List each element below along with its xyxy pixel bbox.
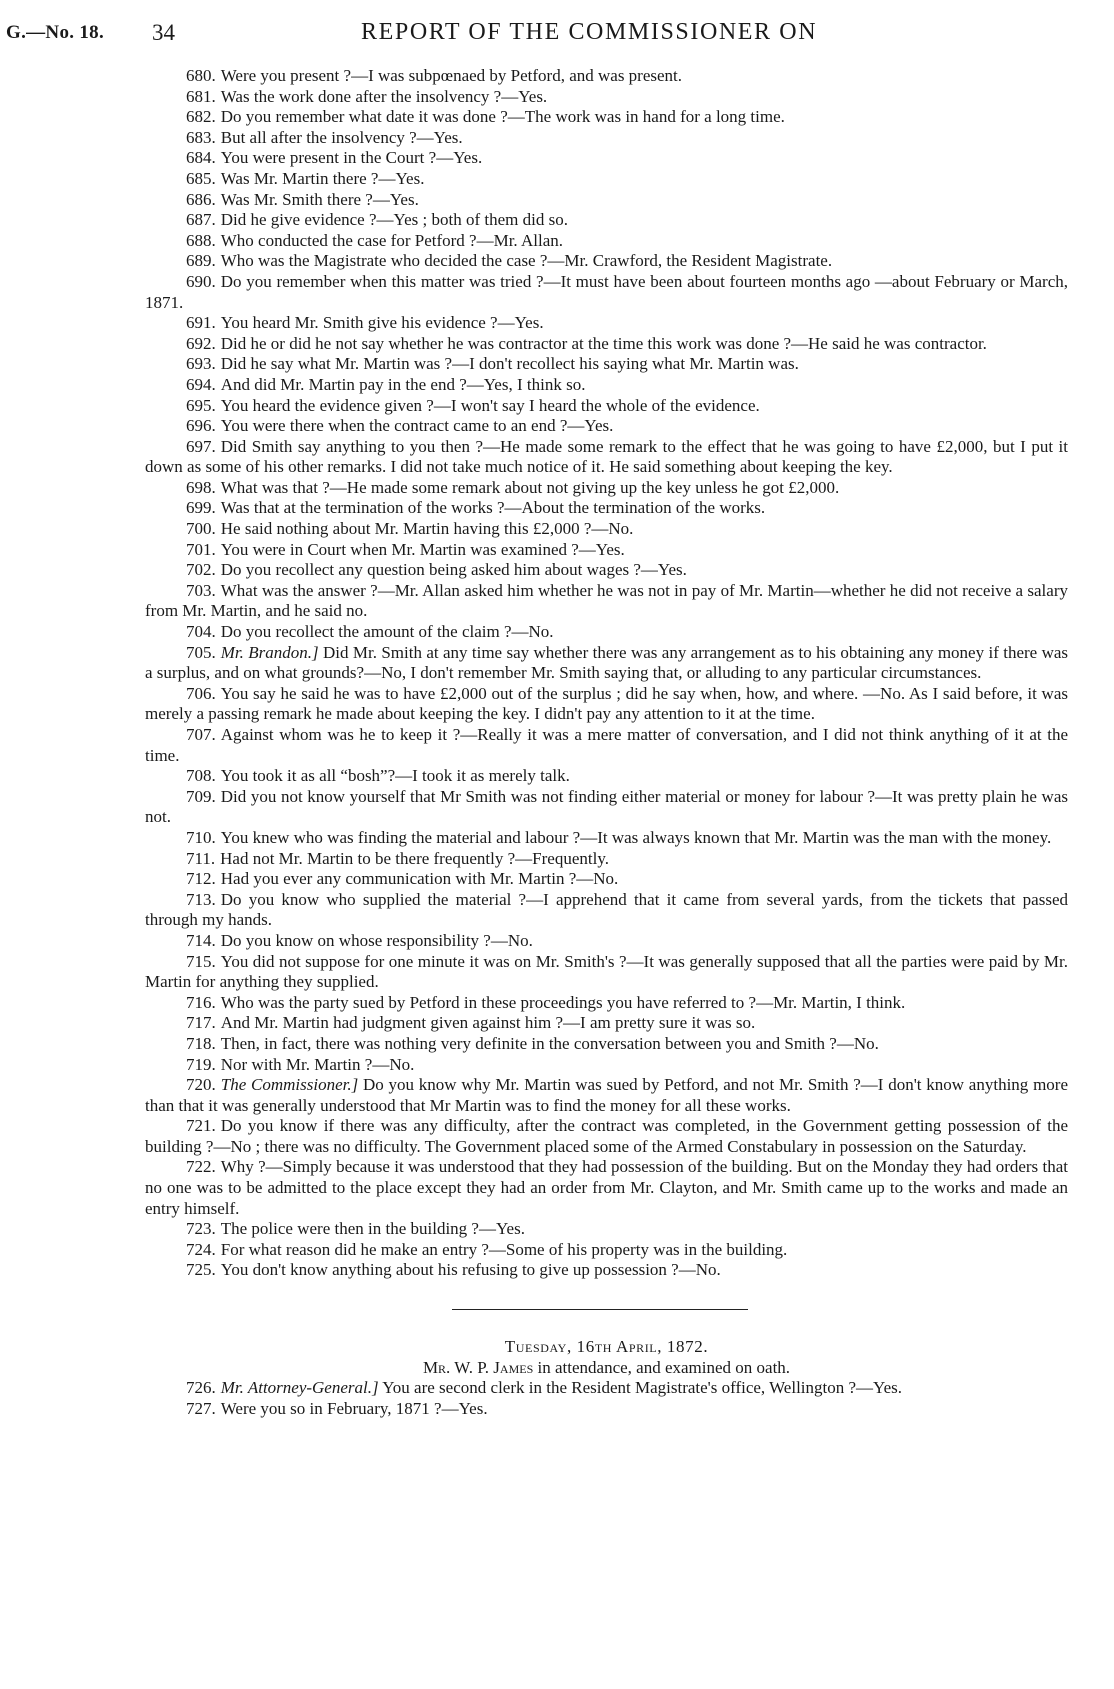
question-answer bbox=[145, 148, 1068, 169]
question-text: You say he said he was to have £2,000 out of the surplus ; did he say when, how, and where. —No. As I said before, it was merely a passing remark he made about keeping the key. I didn't pay any attention to it at the time. bbox=[145, 683, 1068, 724]
question-text: And did Mr. Martin pay in the end ?—Yes, I think so. bbox=[220, 374, 586, 394]
question-number: 708. bbox=[186, 766, 216, 786]
witness-note: in attendance, and examined on oath. bbox=[533, 1357, 791, 1377]
question-answer bbox=[145, 766, 1068, 787]
question-text: Nor with Mr. Martin ?—No. bbox=[220, 1054, 415, 1074]
question-number: 712. bbox=[186, 869, 216, 889]
question-answer bbox=[145, 416, 1068, 437]
question-text: You knew who was finding the material and labour ?—It was always known that Mr. Martin was the man with the money. bbox=[220, 827, 1052, 847]
question-answer bbox=[145, 107, 1068, 128]
question-answer bbox=[145, 375, 1068, 396]
question-number: 724. bbox=[186, 1239, 216, 1259]
question-number: 700. bbox=[186, 519, 216, 539]
question-text: Did Smith say anything to you then ?—He made some remark to the effect that he was going to have £2,000, but I put it down as some of his other remarks. I did not take much notice of it. He said something about keeping the key. bbox=[145, 436, 1068, 477]
question-text: The police were then in the building ?—Yes. bbox=[220, 1219, 525, 1239]
question-text: Do you remember when this matter was tried ?—It must have been about fourteen months ago —about February or March, 1871. bbox=[145, 271, 1068, 312]
question-answer bbox=[145, 622, 1068, 643]
page-number: 34 bbox=[152, 20, 175, 45]
question-number: 686. bbox=[186, 189, 216, 209]
question-text: Why ?—Simply because it was understood that they had possession of the building. But on the Monday they had orders that no one was to be admitted to the place except they had an order from Mr. Clayton, and Mr. Smith came up to the works and made an entry himself. bbox=[145, 1157, 1068, 1218]
question-number: 711. bbox=[186, 848, 216, 868]
question-number: 701. bbox=[186, 539, 216, 559]
question-text: You were in Court when Mr. Martin was examined ?—Yes. bbox=[220, 539, 625, 559]
question-text: Do you know on whose responsibility ?—No. bbox=[220, 930, 533, 950]
question-number: 716. bbox=[186, 992, 216, 1012]
question-text: Do you know who supplied the material ?—I apprehend that it came from several yards, from the tickets that passed through my hands. bbox=[145, 889, 1068, 930]
running-title: REPORT OF THE COMMISSIONER ON bbox=[361, 19, 818, 45]
question-number: 689. bbox=[186, 251, 216, 271]
question-number: 683. bbox=[186, 127, 216, 147]
question-answer bbox=[145, 993, 1068, 1014]
question-number: 705. bbox=[186, 642, 216, 662]
question-answer bbox=[145, 251, 1068, 272]
question-text: You were there when the contract came to an end ?—Yes. bbox=[220, 416, 614, 436]
question-answer bbox=[145, 437, 1068, 478]
question-answer bbox=[145, 725, 1068, 766]
question-text: Then, in fact, there was nothing very definite in the conversation between you and Smith ?—No. bbox=[220, 1033, 879, 1053]
question-text: Were you so in February, 1871 ?—Yes. bbox=[220, 1398, 488, 1418]
question-answer bbox=[145, 1075, 1068, 1116]
question-text: Who was the party sued by Petford in these proceedings you have referred to ?—Mr. Martin, I think. bbox=[220, 992, 906, 1012]
question-text: Did Mr. Smith at any time say whether there was any arrangement as to his obtaining any money if there was a surplus, and on what grounds?—No, I don't remember Mr. Smith saying that, or alluding to any particular circumstances. bbox=[145, 642, 1069, 683]
session-date: Tuesday, 16th April, 1872. bbox=[504, 1337, 709, 1357]
question-answer bbox=[145, 1219, 1068, 1240]
question-text: You are second clerk in the Resident Magistrate's office, Wellington ?—Yes. bbox=[382, 1378, 903, 1398]
question-text: You heard Mr. Smith give his evidence ?—Yes. bbox=[220, 313, 544, 333]
examination-block-2 bbox=[145, 1378, 1068, 1419]
question-number: 715. bbox=[186, 951, 216, 971]
question-number: 687. bbox=[186, 210, 216, 230]
page-header bbox=[0, 14, 1114, 54]
question-answer bbox=[145, 890, 1068, 931]
question-number: 695. bbox=[186, 395, 216, 415]
question-answer bbox=[145, 952, 1068, 993]
question-text: Do you know why Mr. Martin was sued by Petford, and not Mr. Smith ?—I don't know anything more than that it was generally understood that Mr Martin was to find the money for all these works. bbox=[145, 1075, 1068, 1115]
question-number: 713. bbox=[186, 889, 216, 909]
question-answer bbox=[145, 190, 1068, 211]
question-answer bbox=[145, 849, 1068, 870]
question-number: 690. bbox=[186, 271, 216, 291]
question-answer bbox=[145, 1157, 1068, 1219]
question-answer bbox=[145, 1260, 1068, 1281]
question-text: Was that at the termination of the works ?—About the termination of the works. bbox=[220, 498, 766, 518]
speaker-label: The Commissioner.] bbox=[220, 1075, 359, 1095]
question-number: 709. bbox=[186, 786, 216, 806]
question-text: What was that ?—He made some remark about not giving up the key unless he got £2,000. bbox=[220, 477, 840, 497]
question-answer bbox=[145, 869, 1068, 890]
question-text: Did he say what Mr. Martin was ?—I don't recollect his saying what Mr. Martin was. bbox=[220, 354, 799, 374]
question-number: 723. bbox=[186, 1219, 216, 1239]
question-number: 721. bbox=[186, 1116, 216, 1136]
question-answer bbox=[145, 643, 1068, 684]
question-number: 693. bbox=[186, 354, 216, 374]
document-reference: G.—No. 18. bbox=[6, 22, 104, 43]
question-number: 714. bbox=[186, 930, 216, 950]
question-answer bbox=[145, 498, 1068, 519]
question-answer bbox=[145, 1034, 1068, 1055]
question-answer bbox=[145, 354, 1068, 375]
question-text: You heard the evidence given ?—I won't say I heard the whole of the evidence. bbox=[220, 395, 760, 415]
question-text: Against whom was he to keep it ?—Really it was a mere matter of conversation, and I did not think anything of it at the time. bbox=[145, 725, 1068, 765]
question-answer bbox=[145, 1055, 1068, 1076]
question-text: Was the work done after the insolvency ?—Yes. bbox=[220, 86, 548, 106]
question-number: 703. bbox=[186, 580, 216, 600]
question-text: Do you recollect the amount of the claim ?—No. bbox=[220, 622, 554, 642]
question-number: 725. bbox=[186, 1260, 216, 1280]
question-text: Who conducted the case for Petford ?—Mr. Allan. bbox=[220, 230, 564, 250]
question-text: Do you remember what date it was done ?—The work was in hand for a long time. bbox=[220, 107, 785, 127]
question-text: And Mr. Martin had judgment given against him ?—I am pretty sure it was so. bbox=[220, 1013, 756, 1033]
question-text: But all after the insolvency ?—Yes. bbox=[220, 127, 463, 147]
question-answer bbox=[145, 1399, 1068, 1420]
question-number: 717. bbox=[186, 1013, 216, 1033]
question-answer bbox=[145, 478, 1068, 499]
question-text: You don't know anything about his refusing to give up possession ?—No. bbox=[220, 1260, 721, 1280]
question-text: Was Mr. Smith there ?—Yes. bbox=[220, 189, 419, 209]
question-number: 727. bbox=[186, 1398, 216, 1418]
separator-rule bbox=[452, 1309, 748, 1310]
question-text: Had not Mr. Martin to be there frequently ?—Frequently. bbox=[220, 848, 609, 868]
question-number: 697. bbox=[186, 436, 216, 456]
question-answer bbox=[145, 1013, 1068, 1034]
question-number: 680. bbox=[186, 66, 216, 85]
question-number: 707. bbox=[186, 725, 216, 744]
question-text: For what reason did he make an entry ?—Some of his property was in the building. bbox=[220, 1239, 788, 1259]
question-number: 726. bbox=[186, 1378, 216, 1398]
question-answer bbox=[145, 684, 1068, 725]
question-answer bbox=[145, 210, 1068, 231]
question-answer bbox=[145, 169, 1068, 190]
question-answer bbox=[145, 87, 1068, 108]
question-text: Was Mr. Martin there ?—Yes. bbox=[220, 168, 425, 188]
examination-block-1 bbox=[145, 66, 1068, 1281]
question-answer bbox=[145, 560, 1068, 581]
question-answer bbox=[145, 313, 1068, 334]
question-text: Do you know if there was any difficulty, after the contract was completed, in the Government getting possession of the building ?—No ; there was no difficulty. The Government placed some of the Armed Constabulary in possession on the Saturday. bbox=[145, 1116, 1068, 1156]
question-text: Did you not know yourself that Mr Smith was not finding either material or money for labour ?—It was pretty plain he was not. bbox=[145, 786, 1068, 827]
question-number: 696. bbox=[186, 416, 216, 436]
question-number: 710. bbox=[186, 827, 216, 847]
question-text: Did he or did he not say whether he was contractor at the time this work was done ?—He said he was contractor. bbox=[220, 333, 987, 353]
question-answer bbox=[145, 540, 1068, 561]
question-number: 691. bbox=[186, 313, 216, 333]
question-text: You took it as all “bosh”?—I took it as merely talk. bbox=[220, 766, 570, 786]
question-number: 720. bbox=[186, 1075, 216, 1095]
question-number: 692. bbox=[186, 333, 216, 353]
question-number: 685. bbox=[186, 168, 216, 188]
question-answer bbox=[145, 128, 1068, 149]
question-text: You were present in the Court ?—Yes. bbox=[220, 148, 483, 168]
question-number: 722. bbox=[186, 1157, 216, 1177]
question-answer bbox=[145, 334, 1068, 355]
question-text: What was the answer ?—Mr. Allan asked him whether he was not in pay of Mr. Martin—whether he did not receive a salary from Mr. Martin, and he said no. bbox=[145, 580, 1068, 621]
question-number: 699. bbox=[186, 498, 216, 518]
question-text: He said nothing about Mr. Martin having this £2,000 ?—No. bbox=[220, 519, 634, 539]
question-answer bbox=[145, 787, 1068, 828]
question-answer bbox=[145, 931, 1068, 952]
witness-name: Mr. W. P. James bbox=[422, 1357, 534, 1377]
question-number: 718. bbox=[186, 1033, 216, 1053]
speaker-label: Mr. Attorney-General.] bbox=[220, 1378, 379, 1398]
question-number: 682. bbox=[186, 107, 216, 127]
question-answer bbox=[145, 231, 1068, 252]
question-answer bbox=[145, 1240, 1068, 1261]
question-number: 706. bbox=[186, 683, 216, 703]
question-answer bbox=[145, 66, 1068, 87]
speaker-label: Mr. Brandon.] bbox=[220, 642, 319, 662]
question-answer bbox=[145, 1378, 1068, 1399]
question-number: 681. bbox=[186, 86, 216, 106]
question-text: You did not suppose for one minute it was on Mr. Smith's ?—It was generally supposed that all the parties were paid by Mr. Martin for anything they supplied. bbox=[145, 951, 1068, 992]
question-text: Were you present ?—I was subpœnaed by Petford, and was present. bbox=[220, 66, 683, 85]
question-answer bbox=[145, 581, 1068, 622]
question-number: 684. bbox=[186, 148, 216, 168]
question-text: Had you ever any communication with Mr. Martin ?—No. bbox=[220, 869, 619, 889]
question-answer bbox=[145, 828, 1068, 849]
question-number: 704. bbox=[186, 622, 216, 642]
section-separator bbox=[145, 1281, 1068, 1337]
question-number: 698. bbox=[186, 477, 216, 497]
question-number: 719. bbox=[186, 1054, 216, 1074]
question-text: Did he give evidence ?—Yes ; both of them did so. bbox=[220, 210, 568, 230]
question-text: Do you recollect any question being asked him about wages ?—Yes. bbox=[220, 560, 687, 580]
question-text: Who was the Magistrate who decided the case ?—Mr. Crawford, the Resident Magistrate. bbox=[220, 251, 833, 271]
question-number: 688. bbox=[186, 230, 216, 250]
question-answer bbox=[145, 272, 1068, 313]
question-number: 694. bbox=[186, 374, 216, 394]
question-number: 702. bbox=[186, 560, 216, 580]
witness-line bbox=[145, 1358, 1068, 1379]
question-answer bbox=[145, 519, 1068, 540]
question-answer bbox=[145, 396, 1068, 417]
page-body bbox=[145, 66, 1068, 1419]
question-answer bbox=[145, 1116, 1068, 1157]
